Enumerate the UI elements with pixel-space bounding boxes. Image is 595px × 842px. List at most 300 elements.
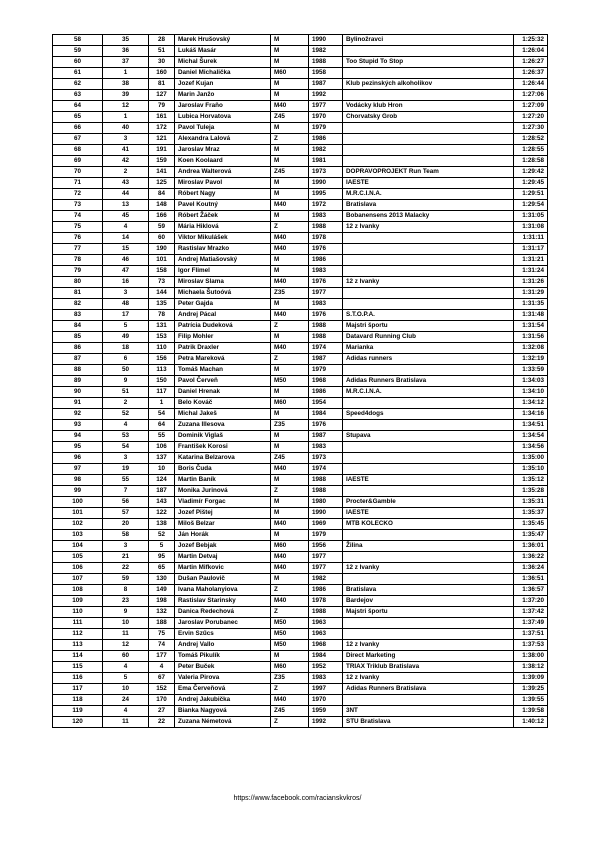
- finish-time-cell: 1:37:20: [514, 596, 548, 607]
- category-place-cell: 56: [103, 497, 149, 508]
- birth-year-cell: 1979: [309, 365, 343, 376]
- birth-year-cell: 1956: [309, 541, 343, 552]
- category-place-cell: 24: [103, 695, 149, 706]
- category-cell: M40: [271, 200, 309, 211]
- bib-number-cell: 122: [149, 508, 175, 519]
- runner-name-cell: Róbert Žáček: [175, 211, 271, 222]
- runner-name-cell: Bianka Nagyová: [175, 706, 271, 717]
- table-row: [53, 376, 548, 387]
- bib-number-cell: 51: [149, 46, 175, 57]
- bib-number-cell: 28: [149, 35, 175, 46]
- category-place-cell: 55: [103, 475, 149, 486]
- runner-name-cell: Andrej Matiašovský: [175, 255, 271, 266]
- overall-place-cell: 83: [53, 310, 103, 321]
- table-row: [53, 508, 548, 519]
- finish-time-cell: 1:36:51: [514, 574, 548, 585]
- category-cell: M60: [271, 662, 309, 673]
- runner-name-cell: Andrea Walterová: [175, 167, 271, 178]
- finish-time-cell: 1:34:03: [514, 376, 548, 387]
- birth-year-cell: 1987: [309, 79, 343, 90]
- runner-name-cell: Zuzana Németová: [175, 717, 271, 728]
- overall-place-cell: 61: [53, 68, 103, 79]
- club-cell: STU Bratislava: [343, 717, 514, 728]
- category-place-cell: 11: [103, 629, 149, 640]
- category-cell: Z45: [271, 453, 309, 464]
- bib-number-cell: 84: [149, 189, 175, 200]
- runner-name-cell: Tomáš Machan: [175, 365, 271, 376]
- category-cell: M: [271, 123, 309, 134]
- table-row: [53, 442, 548, 453]
- overall-place-cell: 102: [53, 519, 103, 530]
- club-cell: Procter&Gamble: [343, 497, 514, 508]
- table-row: [53, 332, 548, 343]
- birth-year-cell: 1986: [309, 585, 343, 596]
- birth-year-cell: 1976: [309, 277, 343, 288]
- overall-place-cell: 114: [53, 651, 103, 662]
- club-cell: Chorvatsky Grob: [343, 112, 514, 123]
- overall-place-cell: 112: [53, 629, 103, 640]
- overall-place-cell: 105: [53, 552, 103, 563]
- table-row: [53, 497, 548, 508]
- overall-place-cell: 68: [53, 145, 103, 156]
- category-place-cell: 5: [103, 321, 149, 332]
- bib-number-cell: 106: [149, 442, 175, 453]
- table-row: [53, 255, 548, 266]
- footer-url: https://www.facebook.com/racianskvkros/: [233, 795, 362, 802]
- birth-year-cell: 1990: [309, 178, 343, 189]
- table-row: [53, 222, 548, 233]
- category-place-cell: 48: [103, 299, 149, 310]
- category-place-cell: 22: [103, 563, 149, 574]
- birth-year-cell: 1976: [309, 420, 343, 431]
- table-row: [53, 431, 548, 442]
- club-cell: [343, 442, 514, 453]
- club-cell: [343, 233, 514, 244]
- finish-time-cell: 1:25:32: [514, 35, 548, 46]
- runner-name-cell: Rastislav Mrazko: [175, 244, 271, 255]
- runner-name-cell: Alexandra Lalová: [175, 134, 271, 145]
- table-row: [53, 134, 548, 145]
- overall-place-cell: 59: [53, 46, 103, 57]
- category-cell: Z35: [271, 673, 309, 684]
- category-place-cell: 45: [103, 211, 149, 222]
- bib-number-cell: 60: [149, 233, 175, 244]
- category-place-cell: 57: [103, 508, 149, 519]
- club-cell: Bobanensens 2013 Malacky: [343, 211, 514, 222]
- club-cell: Vodácky klub Hron: [343, 101, 514, 112]
- category-cell: M: [271, 387, 309, 398]
- category-cell: M: [271, 651, 309, 662]
- category-cell: M: [271, 299, 309, 310]
- category-place-cell: 3: [103, 288, 149, 299]
- birth-year-cell: 1980: [309, 497, 343, 508]
- overall-place-cell: 110: [53, 607, 103, 618]
- category-cell: M: [271, 475, 309, 486]
- runner-name-cell: Lukáš Masár: [175, 46, 271, 57]
- table-row: [53, 310, 548, 321]
- category-cell: M40: [271, 244, 309, 255]
- bib-number-cell: 113: [149, 365, 175, 376]
- bib-number-cell: 198: [149, 596, 175, 607]
- category-place-cell: 53: [103, 431, 149, 442]
- bib-number-cell: 10: [149, 464, 175, 475]
- birth-year-cell: 1995: [309, 189, 343, 200]
- category-cell: M40: [271, 464, 309, 475]
- bib-number-cell: 158: [149, 266, 175, 277]
- birth-year-cell: 1954: [309, 398, 343, 409]
- bib-number-cell: 74: [149, 640, 175, 651]
- table-row: [53, 288, 548, 299]
- club-cell: [343, 68, 514, 79]
- club-cell: [343, 398, 514, 409]
- bib-number-cell: 160: [149, 68, 175, 79]
- finish-time-cell: 1:35:47: [514, 530, 548, 541]
- table-row: [53, 453, 548, 464]
- finish-time-cell: 1:38:12: [514, 662, 548, 673]
- table-row: [53, 266, 548, 277]
- birth-year-cell: 1983: [309, 266, 343, 277]
- runner-name-cell: Andrej Vallo: [175, 640, 271, 651]
- finish-time-cell: 1:39:25: [514, 684, 548, 695]
- category-cell: M: [271, 365, 309, 376]
- finish-time-cell: 1:33:59: [514, 365, 548, 376]
- overall-place-cell: 88: [53, 365, 103, 376]
- runner-name-cell: Vladimír Forgac: [175, 497, 271, 508]
- table-row: [53, 673, 548, 684]
- overall-place-cell: 75: [53, 222, 103, 233]
- category-cell: M40: [271, 695, 309, 706]
- club-cell: IAESTE: [343, 508, 514, 519]
- birth-year-cell: 1987: [309, 431, 343, 442]
- overall-place-cell: 106: [53, 563, 103, 574]
- birth-year-cell: 1987: [309, 354, 343, 365]
- category-place-cell: 19: [103, 464, 149, 475]
- category-cell: M: [271, 79, 309, 90]
- table-row: [53, 519, 548, 530]
- finish-time-cell: 1:38:00: [514, 651, 548, 662]
- category-cell: M40: [271, 233, 309, 244]
- table-row: [53, 123, 548, 134]
- category-cell: M60: [271, 398, 309, 409]
- category-cell: Z35: [271, 420, 309, 431]
- overall-place-cell: 69: [53, 156, 103, 167]
- overall-place-cell: 67: [53, 134, 103, 145]
- overall-place-cell: 87: [53, 354, 103, 365]
- finish-time-cell: 1:37:42: [514, 607, 548, 618]
- table-row: [53, 79, 548, 90]
- birth-year-cell: 1973: [309, 167, 343, 178]
- table-row: [53, 717, 548, 728]
- runner-name-cell: Jozef Kujan: [175, 79, 271, 90]
- category-cell: M: [271, 409, 309, 420]
- category-place-cell: 41: [103, 145, 149, 156]
- bib-number-cell: 191: [149, 145, 175, 156]
- finish-time-cell: 1:37:51: [514, 629, 548, 640]
- club-cell: Klub pezinských alkoholikov: [343, 79, 514, 90]
- overall-place-cell: 95: [53, 442, 103, 453]
- birth-year-cell: 1968: [309, 640, 343, 651]
- bib-number-cell: 131: [149, 321, 175, 332]
- club-cell: [343, 90, 514, 101]
- bib-number-cell: 138: [149, 519, 175, 530]
- runner-name-cell: Andrej Jakubička: [175, 695, 271, 706]
- table-row: [53, 321, 548, 332]
- bib-number-cell: 190: [149, 244, 175, 255]
- finish-time-cell: 1:34:54: [514, 431, 548, 442]
- birth-year-cell: 1983: [309, 442, 343, 453]
- bib-number-cell: 81: [149, 79, 175, 90]
- overall-place-cell: 111: [53, 618, 103, 629]
- bib-number-cell: 172: [149, 123, 175, 134]
- finish-time-cell: 1:35:12: [514, 475, 548, 486]
- table-row: [53, 299, 548, 310]
- category-cell: Z35: [271, 288, 309, 299]
- birth-year-cell: 1978: [309, 596, 343, 607]
- overall-place-cell: 72: [53, 189, 103, 200]
- bib-number-cell: 1: [149, 398, 175, 409]
- overall-place-cell: 101: [53, 508, 103, 519]
- bib-number-cell: 124: [149, 475, 175, 486]
- category-place-cell: 3: [103, 134, 149, 145]
- table-row: [53, 541, 548, 552]
- runner-name-cell: Martin Mifkovic: [175, 563, 271, 574]
- finish-time-cell: 1:31:05: [514, 211, 548, 222]
- category-cell: M50: [271, 618, 309, 629]
- birth-year-cell: 1988: [309, 607, 343, 618]
- club-cell: [343, 629, 514, 640]
- category-place-cell: 38: [103, 79, 149, 90]
- table-row: [53, 244, 548, 255]
- category-cell: M: [271, 46, 309, 57]
- runner-name-cell: Viktor Mikulášek: [175, 233, 271, 244]
- table-row: [53, 563, 548, 574]
- bib-number-cell: 156: [149, 354, 175, 365]
- runner-name-cell: Dušan Paulovič: [175, 574, 271, 585]
- bib-number-cell: 149: [149, 585, 175, 596]
- overall-place-cell: 120: [53, 717, 103, 728]
- overall-place-cell: 103: [53, 530, 103, 541]
- finish-time-cell: 1:29:45: [514, 178, 548, 189]
- club-cell: [343, 299, 514, 310]
- results-table-body: [53, 35, 548, 728]
- overall-place-cell: 76: [53, 233, 103, 244]
- birth-year-cell: 1992: [309, 717, 343, 728]
- runner-name-cell: Boris Čuda: [175, 464, 271, 475]
- finish-time-cell: 1:34:16: [514, 409, 548, 420]
- club-cell: [343, 365, 514, 376]
- category-cell: M60: [271, 541, 309, 552]
- birth-year-cell: 1963: [309, 618, 343, 629]
- overall-place-cell: 91: [53, 398, 103, 409]
- club-cell: 12 z Ivanky: [343, 673, 514, 684]
- category-cell: Z: [271, 585, 309, 596]
- category-cell: M: [271, 442, 309, 453]
- birth-year-cell: 1988: [309, 57, 343, 68]
- finish-time-cell: 1:27:06: [514, 90, 548, 101]
- overall-place-cell: 63: [53, 90, 103, 101]
- birth-year-cell: 1977: [309, 101, 343, 112]
- table-row: [53, 200, 548, 211]
- table-row: [53, 167, 548, 178]
- category-place-cell: 12: [103, 101, 149, 112]
- runner-name-cell: Michal Šurek: [175, 57, 271, 68]
- runner-name-cell: Marek Hrušovský: [175, 35, 271, 46]
- category-place-cell: 8: [103, 585, 149, 596]
- finish-time-cell: 1:32:08: [514, 343, 548, 354]
- category-cell: M: [271, 431, 309, 442]
- bib-number-cell: 161: [149, 112, 175, 123]
- birth-year-cell: 1992: [309, 90, 343, 101]
- bib-number-cell: 52: [149, 530, 175, 541]
- results-table: [52, 34, 548, 728]
- bib-number-cell: 144: [149, 288, 175, 299]
- category-place-cell: 37: [103, 57, 149, 68]
- category-place-cell: 4: [103, 222, 149, 233]
- table-row: [53, 684, 548, 695]
- overall-place-cell: 65: [53, 112, 103, 123]
- club-cell: IAESTE: [343, 178, 514, 189]
- bib-number-cell: 135: [149, 299, 175, 310]
- category-cell: M40: [271, 310, 309, 321]
- runner-name-cell: Patrik Draxler: [175, 343, 271, 354]
- club-cell: Adidas runners: [343, 354, 514, 365]
- club-cell: [343, 486, 514, 497]
- finish-time-cell: 1:36:57: [514, 585, 548, 596]
- category-cell: M40: [271, 277, 309, 288]
- overall-place-cell: 90: [53, 387, 103, 398]
- runner-name-cell: Andrej Pácal: [175, 310, 271, 321]
- club-cell: [343, 420, 514, 431]
- club-cell: [343, 695, 514, 706]
- bib-number-cell: 159: [149, 156, 175, 167]
- category-place-cell: 14: [103, 233, 149, 244]
- overall-place-cell: 60: [53, 57, 103, 68]
- table-row: [53, 475, 548, 486]
- overall-place-cell: 80: [53, 277, 103, 288]
- runner-name-cell: František Korosi: [175, 442, 271, 453]
- overall-place-cell: 78: [53, 255, 103, 266]
- club-cell: Marianka: [343, 343, 514, 354]
- club-cell: Stupava: [343, 431, 514, 442]
- table-row: [53, 585, 548, 596]
- bib-number-cell: 101: [149, 255, 175, 266]
- table-row: [53, 211, 548, 222]
- category-cell: M: [271, 156, 309, 167]
- finish-time-cell: 1:28:58: [514, 156, 548, 167]
- finish-time-cell: 1:27:30: [514, 123, 548, 134]
- table-row: [53, 365, 548, 376]
- runner-name-cell: Ema Červeňová: [175, 684, 271, 695]
- bib-number-cell: 65: [149, 563, 175, 574]
- club-cell: Žilina: [343, 541, 514, 552]
- category-place-cell: 44: [103, 189, 149, 200]
- birth-year-cell: 1974: [309, 343, 343, 354]
- overall-place-cell: 73: [53, 200, 103, 211]
- category-place-cell: 4: [103, 706, 149, 717]
- birth-year-cell: 1977: [309, 563, 343, 574]
- table-row: [53, 695, 548, 706]
- finish-time-cell: 1:37:49: [514, 618, 548, 629]
- table-row: [53, 651, 548, 662]
- category-cell: Z: [271, 607, 309, 618]
- category-place-cell: 51: [103, 387, 149, 398]
- overall-place-cell: 58: [53, 35, 103, 46]
- finish-time-cell: 1:31:24: [514, 266, 548, 277]
- birth-year-cell: 1974: [309, 464, 343, 475]
- category-cell: Z45: [271, 112, 309, 123]
- overall-place-cell: 117: [53, 684, 103, 695]
- category-place-cell: 2: [103, 167, 149, 178]
- overall-place-cell: 62: [53, 79, 103, 90]
- bib-number-cell: 110: [149, 343, 175, 354]
- finish-time-cell: 1:31:08: [514, 222, 548, 233]
- category-place-cell: 5: [103, 673, 149, 684]
- bib-number-cell: 54: [149, 409, 175, 420]
- club-cell: M.R.C.I.N.A.: [343, 387, 514, 398]
- birth-year-cell: 1952: [309, 662, 343, 673]
- category-place-cell: 52: [103, 409, 149, 420]
- table-row: [53, 387, 548, 398]
- finish-time-cell: 1:27:20: [514, 112, 548, 123]
- birth-year-cell: 1973: [309, 453, 343, 464]
- finish-time-cell: 1:31:54: [514, 321, 548, 332]
- bib-number-cell: 4: [149, 662, 175, 673]
- runner-name-cell: Pavol Tuleja: [175, 123, 271, 134]
- category-place-cell: 1: [103, 112, 149, 123]
- overall-place-cell: 100: [53, 497, 103, 508]
- category-cell: Z: [271, 354, 309, 365]
- birth-year-cell: 1976: [309, 244, 343, 255]
- bib-number-cell: 148: [149, 200, 175, 211]
- category-cell: M: [271, 255, 309, 266]
- runner-name-cell: Martin Baník: [175, 475, 271, 486]
- finish-time-cell: 1:34:10: [514, 387, 548, 398]
- runner-name-cell: Ervin Szűcs: [175, 629, 271, 640]
- finish-time-cell: 1:31:48: [514, 310, 548, 321]
- birth-year-cell: 1976: [309, 310, 343, 321]
- bib-number-cell: 64: [149, 420, 175, 431]
- birth-year-cell: 1988: [309, 332, 343, 343]
- table-row: [53, 552, 548, 563]
- table-row: [53, 101, 548, 112]
- bib-number-cell: 187: [149, 486, 175, 497]
- runner-name-cell: Petra Mareková: [175, 354, 271, 365]
- finish-time-cell: 1:34:51: [514, 420, 548, 431]
- table-row: [53, 420, 548, 431]
- finish-time-cell: 1:39:58: [514, 706, 548, 717]
- category-cell: Z: [271, 486, 309, 497]
- club-cell: Bratislava: [343, 585, 514, 596]
- club-cell: Bardejov: [343, 596, 514, 607]
- club-cell: [343, 266, 514, 277]
- runner-name-cell: Jaroslav Porubanec: [175, 618, 271, 629]
- category-place-cell: 10: [103, 618, 149, 629]
- overall-place-cell: 64: [53, 101, 103, 112]
- table-row: [53, 596, 548, 607]
- birth-year-cell: 1968: [309, 376, 343, 387]
- finish-time-cell: 1:39:55: [514, 695, 548, 706]
- page-footer: [0, 795, 595, 802]
- overall-place-cell: 107: [53, 574, 103, 585]
- runner-name-cell: Michal Jakeš: [175, 409, 271, 420]
- runner-name-cell: Ján Horák: [175, 530, 271, 541]
- finish-time-cell: 1:29:51: [514, 189, 548, 200]
- overall-place-cell: 77: [53, 244, 103, 255]
- bib-number-cell: 137: [149, 453, 175, 464]
- finish-time-cell: 1:26:37: [514, 68, 548, 79]
- category-place-cell: 39: [103, 90, 149, 101]
- finish-time-cell: 1:26:04: [514, 46, 548, 57]
